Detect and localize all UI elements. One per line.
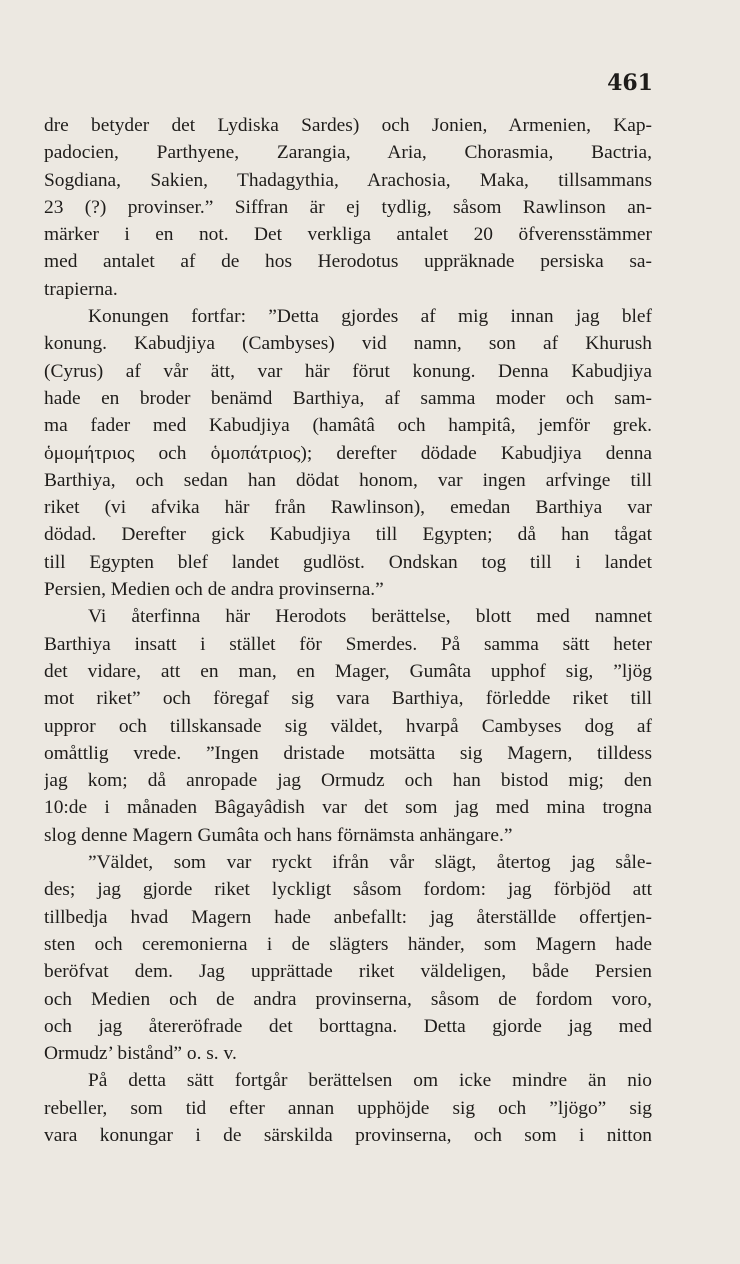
text-line: des; jag gjorde riket lyckligt såsom fordom: jag förbjöd att bbox=[44, 879, 652, 901]
text-line: Barthiya, och sedan han dödat honom, var ingen arfvinge till bbox=[44, 469, 652, 491]
text-line: (Cyrus) af vår ätt, var här förut konung. Denna Kabudjiya bbox=[44, 360, 652, 382]
text-line: På detta sätt fortgår berättelsen om icke mindre än nio bbox=[88, 1070, 652, 1092]
text-line: riket (vi afvika här från Rawlinson), emedan Barthiya var bbox=[44, 497, 652, 519]
text-line: Konungen fortfar: ”Detta gjordes af mig innan jag blef bbox=[88, 306, 652, 328]
text-line: padocien, Parthyene, Zarangia, Aria, Chorasmia, Bactria, bbox=[44, 142, 652, 164]
text-line: vara konungar i de särskilda provinserna, och som i nitton bbox=[44, 1124, 652, 1146]
text-line: till Egypten blef landet gudlöst. Ondskan tog till i landet bbox=[44, 551, 652, 573]
body-text bbox=[44, 112, 652, 1149]
text-line: uppror och tillskansade sig väldet, hvarpå Cambyses dog af bbox=[44, 715, 652, 737]
text-line: 10:de i månaden Bâgayâdish var det som jag med mina trogna bbox=[44, 797, 652, 819]
text-line: Persien, Medien och de andra provinserna.” bbox=[44, 579, 384, 601]
text-line: Sogdiana, Sakien, Thadagythia, Arachosia, Maka, tillsammans bbox=[44, 169, 652, 191]
text-line: det vidare, att en man, en Mager, Gumâta upphof sig, ”ljög bbox=[44, 660, 652, 682]
text-line: märker i en not. Det verkliga antalet 20 öfverensstämmer bbox=[44, 224, 652, 246]
text-line: och jag återeröfrade det borttagna. Detta gjorde jag med bbox=[44, 1015, 652, 1037]
text-line: dre betyder det Lydiska Sardes) och Jonien, Armenien, Kap- bbox=[44, 115, 652, 136]
text-line: mot riket” och föregaf sig vara Barthiya, förledde riket till bbox=[44, 688, 652, 710]
text-line: tillbedja hvad Magern hade anbefallt: jag återställde offertjen- bbox=[44, 906, 652, 928]
text-line: Barthiya insatt i stället för Smerdes. På samma sätt heter bbox=[44, 633, 652, 655]
text-line: beröfvat dem. Jag upprättade riket väldeligen, både Persien bbox=[44, 961, 652, 983]
text-line: med antalet af de hos Herodotus uppräknade persiska sa- bbox=[44, 251, 652, 273]
text-line: Vi återfinna här Herodots berättelse, blott med namnet bbox=[88, 606, 652, 628]
text-line: dödad. Derefter gick Kabudjiya till Egypten; då han tågat bbox=[44, 524, 652, 546]
text-line: omåttlig vrede. ”Ingen dristade motsätta sig Magern, tilldess bbox=[44, 742, 652, 764]
text-line: och Medien och de andra provinserna, såsom de fordom voro, bbox=[44, 988, 652, 1010]
page-number: 461 bbox=[607, 70, 653, 96]
text-line: rebeller, som tid efter annan upphöjde sig och ”ljögo” sig bbox=[44, 1097, 652, 1119]
text-line: jag kom; då anropade jag Ormudz och han bistod mig; den bbox=[44, 770, 652, 792]
text-line: ma fader med Kabudjiya (hamâtâ och hampitâ, jemför grek. bbox=[44, 415, 652, 437]
text-line: hade en broder benämd Barthiya, af samma moder och sam- bbox=[44, 387, 652, 409]
text-line: konung. Kabudjiya (Cambyses) vid namn, son af Khurush bbox=[44, 333, 652, 355]
text-line: ὁμομήτριος och ὁμοπάτριος); derefter dödade Kabudjiya denna bbox=[44, 442, 652, 464]
text-line: slog denne Magern Gumâta och hans förnämsta anhängare.” bbox=[44, 824, 513, 846]
text-line: 23 (?) provinser.” Siffran är ej tydlig, såsom Rawlinson an- bbox=[44, 196, 652, 218]
text-line: ”Väldet, som var ryckt ifrån vår slägt, återtog jag såle- bbox=[88, 852, 652, 874]
text-line: sten och ceremonierna i de slägters händer, som Magern hade bbox=[44, 933, 652, 955]
text-line: Ormudz’ bistånd” o. s. v. bbox=[44, 1043, 237, 1065]
text-line: trapierna. bbox=[44, 278, 118, 300]
